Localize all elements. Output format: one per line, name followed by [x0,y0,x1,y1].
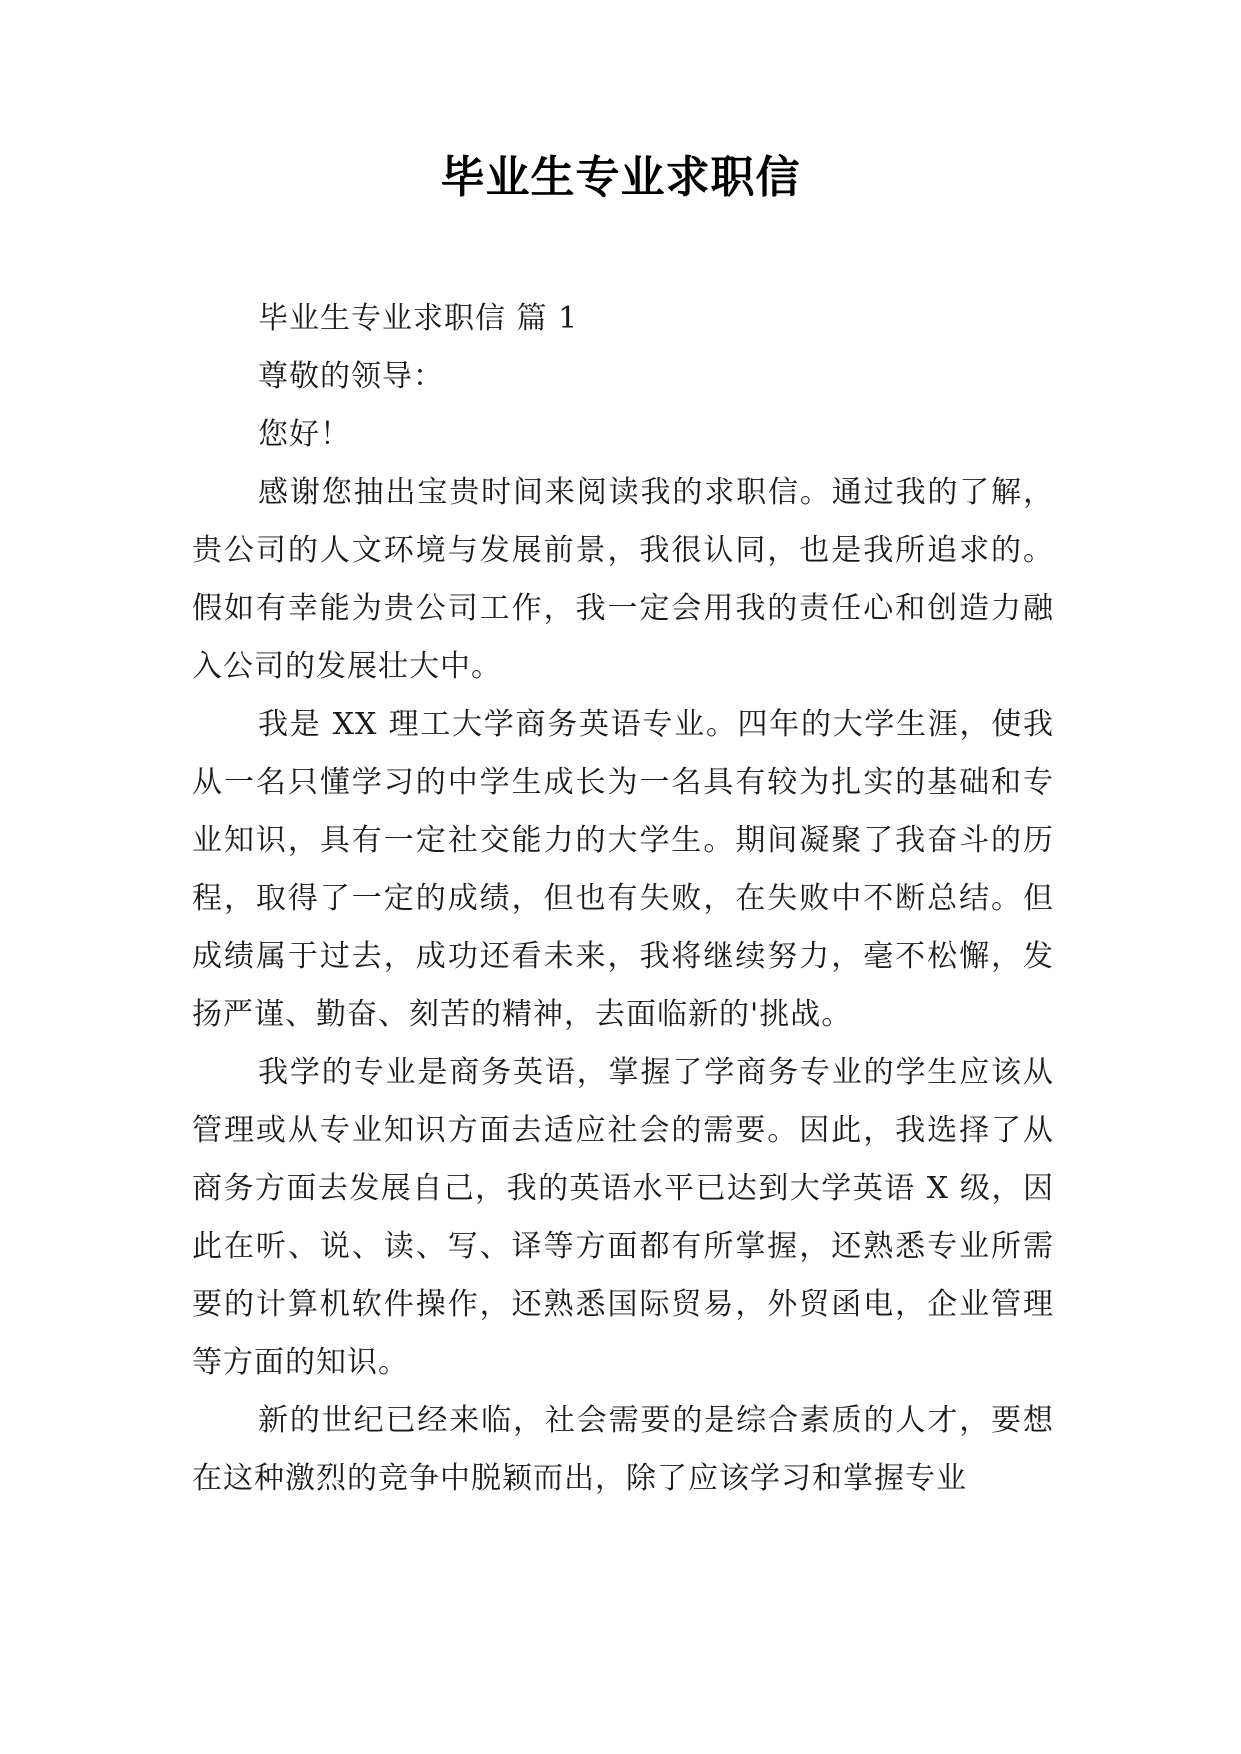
salutation: 尊敬的领导： [258,359,444,394]
body-paragraph-1: 感谢您抽出宝贵时间来阅读我的求职信。通过我的了解，贵公司的人文环境与发展前景，我很认同，也是我所追求的。假如有幸能为贵公司工作，我一定会用我的责任心和创造力融入公司的发展壮大中。 [192,475,1054,684]
document-body [192,290,1054,1508]
body-paragraph-4: 新的世纪已经来临，社会需要的是综合素质的人才，要想在这种激烈的竞争中脱颖而出，除了应该学习和掌握专业 [192,1403,1054,1496]
body-paragraph-3: 我学的专业是商务英语，掌握了学商务专业的学生应该从管理或从专业知识方面去适应社会的需要。因此，我选择了从商务方面去发展自己，我的英语水平已达到大学英语 X 级，因此在听、说、读、写、译等方面都有所掌握，还熟悉专业所需要的计算机软件操作，还熟悉国际贸易，外贸函电，企业管理等方面的知识。 [192,1055,1054,1380]
document-title: 毕业生专业求职信 [440,152,801,203]
body-paragraph-2: 我是 XX 理工大学商务英语专业。四年的大学生涯，使我从一名只懂学习的中学生成长为一名具有较为扎实的基础和专业知识，具有一定社交能力的大学生。期间凝聚了我奋斗的历程，取得了一定的成绩，但也有失败，在失败中不断总结。但成绩属于过去，成功还看未来，我将继续努力，毫不松懈，发扬严谨、勤奋、刻苦的精神，去面临新的'挑战。 [192,707,1054,1032]
greeting: 您好！ [258,417,351,452]
section-heading: 毕业生专业求职信 篇 1 [258,301,579,336]
